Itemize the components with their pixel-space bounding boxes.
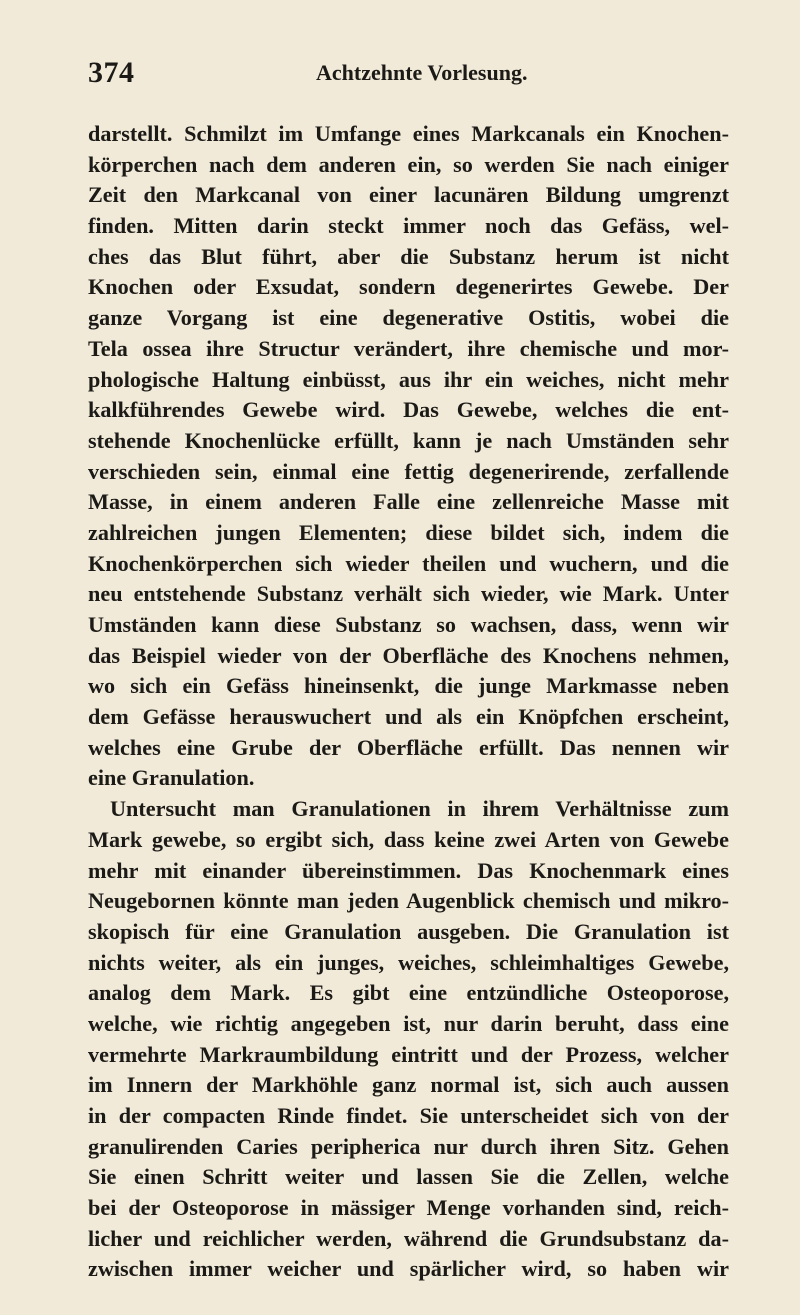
text-line: das Beispiel wieder von der Oberfläche des Knochens nehmen, (88, 642, 729, 668)
text-line: Knochenkörperchen sich wieder theilen und wuchern, und die (88, 550, 729, 576)
text-line: welche, wie richtig angegeben ist, nur darin beruht, dass eine (88, 1010, 729, 1036)
text-line: nichts weiter, als ein junges, weiches, schleimhaltiges Gewebe, (88, 949, 729, 975)
text-line: finden. Mitten darin steckt immer noch das Gefäss, wel- (88, 213, 729, 239)
text-line: kalkführendes Gewebe wird. Das Gewebe, welches die ent- (88, 397, 729, 423)
text-line: verschieden sein, einmal eine fettig degenerirende, zerfallende (88, 458, 729, 484)
text-line: Tela ossea ihre Structur verändert, ihre chemische und mor- (88, 335, 729, 361)
text-line: im Innern der Markhöhle ganz normal ist, sich auch aussen (88, 1072, 729, 1098)
body-text (88, 119, 729, 1285)
text-line: körperchen nach dem anderen ein, so werden Sie nach einiger (88, 151, 729, 177)
text-line: analog dem Mark. Es gibt eine entzündliche Osteoporose, (88, 980, 729, 1006)
text-line: vermehrte Markraumbildung eintritt und der Prozess, welcher (88, 1041, 729, 1067)
text-line: licher und reichlicher werden, während die Grundsubstanz da- (88, 1225, 729, 1251)
text-line: welches eine Grube der Oberfläche erfüllt. Das nennen wir (88, 734, 729, 760)
text-line: Knochen oder Exsudat, sondern degenerirtes Gewebe. Der (88, 274, 729, 300)
text-line: Mark gewebe, so ergibt sich, dass keine zwei Arten von Gewebe (88, 826, 729, 852)
text-line: neu entstehende Substanz verhält sich wieder, wie Mark. Unter (88, 581, 729, 607)
text-line: Sie einen Schritt weiter und lassen Sie die Zellen, welche (88, 1164, 729, 1190)
text-line: wo sich ein Gefäss hineinsenkt, die junge Markmasse neben (88, 673, 729, 699)
text-line: darstellt. Schmilzt im Umfange eines Markcanals ein Knochen- (88, 121, 729, 146)
text-line: skopisch für eine Granulation ausgeben. Die Granulation ist (88, 918, 729, 944)
page-number: 374 (88, 56, 135, 89)
text-line: Umständen kann diese Substanz so wachsen, dass, wenn wir (88, 612, 729, 637)
paragraph-start-line: Untersucht man Granulationen in ihrem Verhältnisse zum (110, 796, 729, 822)
text-line: bei der Osteoporose in mässiger Menge vorhanden sind, reich- (88, 1195, 729, 1221)
text-line: phologische Haltung einbüsst, aus ihr ein weiches, nicht mehr (88, 366, 729, 392)
text-line: dem Gefässe herauswuchert und als ein Knöpfchen erscheint, (88, 704, 729, 730)
text-line: ches das Blut führt, aber die Substanz herum ist nicht (88, 243, 729, 269)
text-line: zwischen immer weicher und spärlicher wird, so haben wir (88, 1256, 729, 1282)
text-line: granulirenden Caries peripherica nur durch ihren Sitz. Gehen (88, 1133, 729, 1159)
text-line: Masse, in einem anderen Falle eine zellenreiche Masse mit (88, 489, 729, 515)
text-line: stehende Knochenlücke erfüllt, kann je nach Umständen sehr (88, 427, 729, 453)
text-line: zahlreichen jungen Elementen; diese bildet sich, indem die (88, 519, 729, 545)
text-line: Zeit den Markcanal von einer lacunären Bildung umgrenzt (88, 182, 729, 208)
running-head: Achtzehnte Vorlesung. (316, 60, 528, 85)
page-header (88, 56, 728, 96)
text-line: in der compacten Rinde findet. Sie unterscheidet sich von der (88, 1103, 729, 1128)
text-line: Neugebornen könnte man jeden Augenblick chemisch und mikro- (88, 888, 729, 914)
text-line: mehr mit einander übereinstimmen. Das Knochenmark eines (88, 857, 729, 883)
paragraph-end-line: eine Granulation. (88, 765, 255, 791)
text-line: ganze Vorgang ist eine degenerative Ostitis, wobei die (88, 305, 729, 331)
